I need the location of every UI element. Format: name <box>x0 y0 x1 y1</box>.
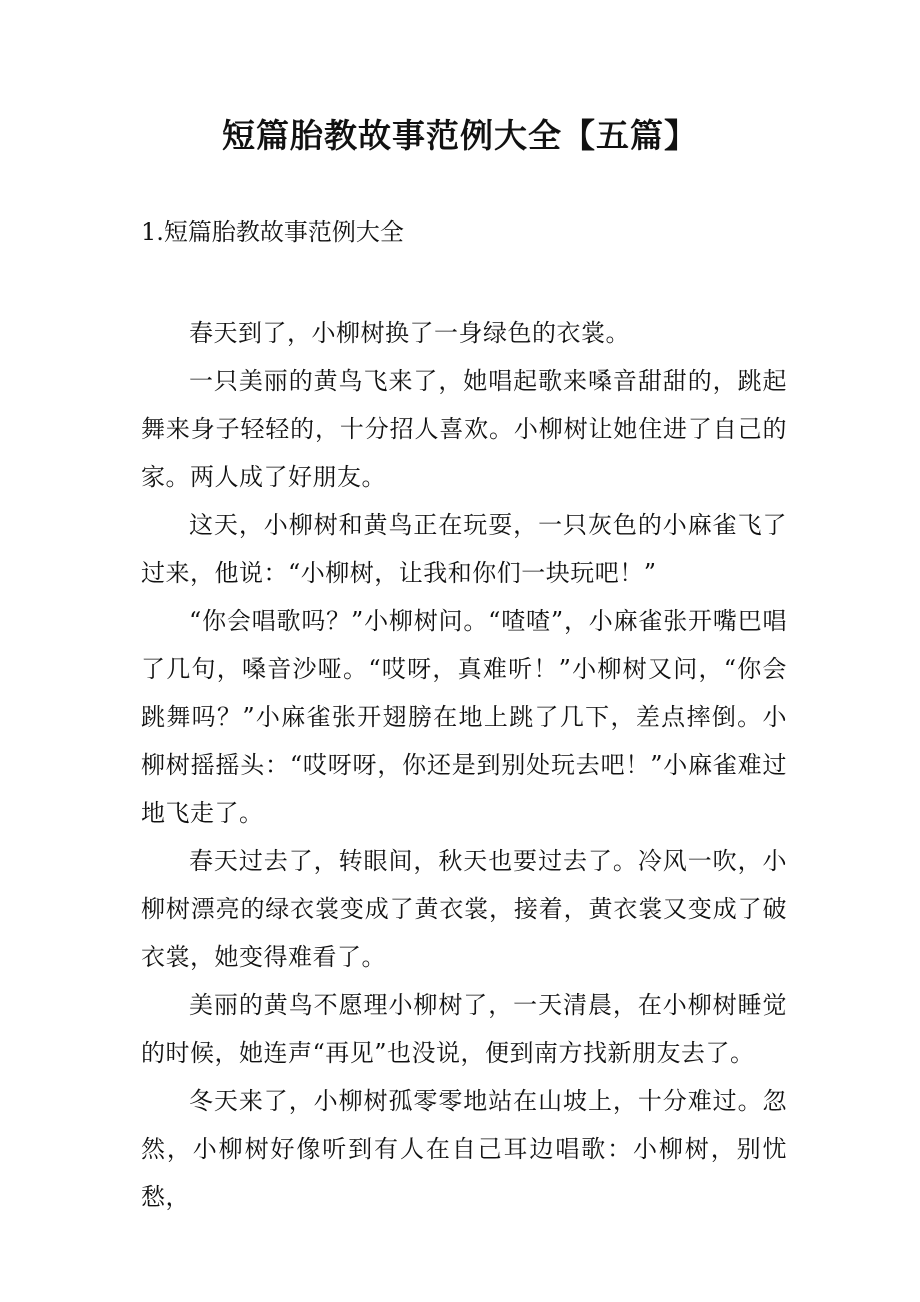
paragraph-5: 春天过去了，转眼间，秋天也要过去了。冷风一吹，小柳树漂亮的绿衣裳变成了黄衣裳，接着，黄衣裳又变成了破衣裳，她变得难看了。 <box>141 847 787 971</box>
paragraph-1: 春天到了，小柳树换了一身绿色的衣裳。 <box>189 319 630 347</box>
paragraph-6: 美丽的黄鸟不愿理小柳树了，一天清晨，在小柳树睡觉的时候，她连声“再见”也没说，便到南方找新朋友去了。 <box>141 991 787 1067</box>
section-heading: 1.短篇胎教故事范例大全 <box>141 218 404 246</box>
document-title: 短篇胎教故事范例大全【五篇】 <box>222 116 698 155</box>
paragraph-7: 冬天来了，小柳树孤零零地站在山坡上，十分难过。忽然，小柳树好像听到有人在自己耳边唱歌：小柳树，别忧愁， <box>141 1087 787 1211</box>
paragraph-2: 一只美丽的黄鸟飞来了，她唱起歌来嗓音甜甜的，跳起舞来身子轻轻的，十分招人喜欢。小柳树让她住进了自己的家。两人成了好朋友。 <box>141 367 787 491</box>
paragraph-3: 这天，小柳树和黄鸟正在玩耍，一只灰色的小麻雀飞了过来，他说：“小柳树，让我和你们一块玩吧！” <box>141 511 787 587</box>
story-body <box>141 309 787 1221</box>
paragraph-4: “你会唱歌吗？”小柳树问。“喳喳”，小麻雀张开嘴巴唱了几句，嗓音沙哑。“哎呀，真难听！”小柳树又问，“你会跳舞吗？”小麻雀张开翅膀在地上跳了几下，差点摔倒。小柳树摇摇头：“哎呀呀，你还是到别处玩去吧！”小麻雀难过地飞走了。 <box>141 607 787 827</box>
